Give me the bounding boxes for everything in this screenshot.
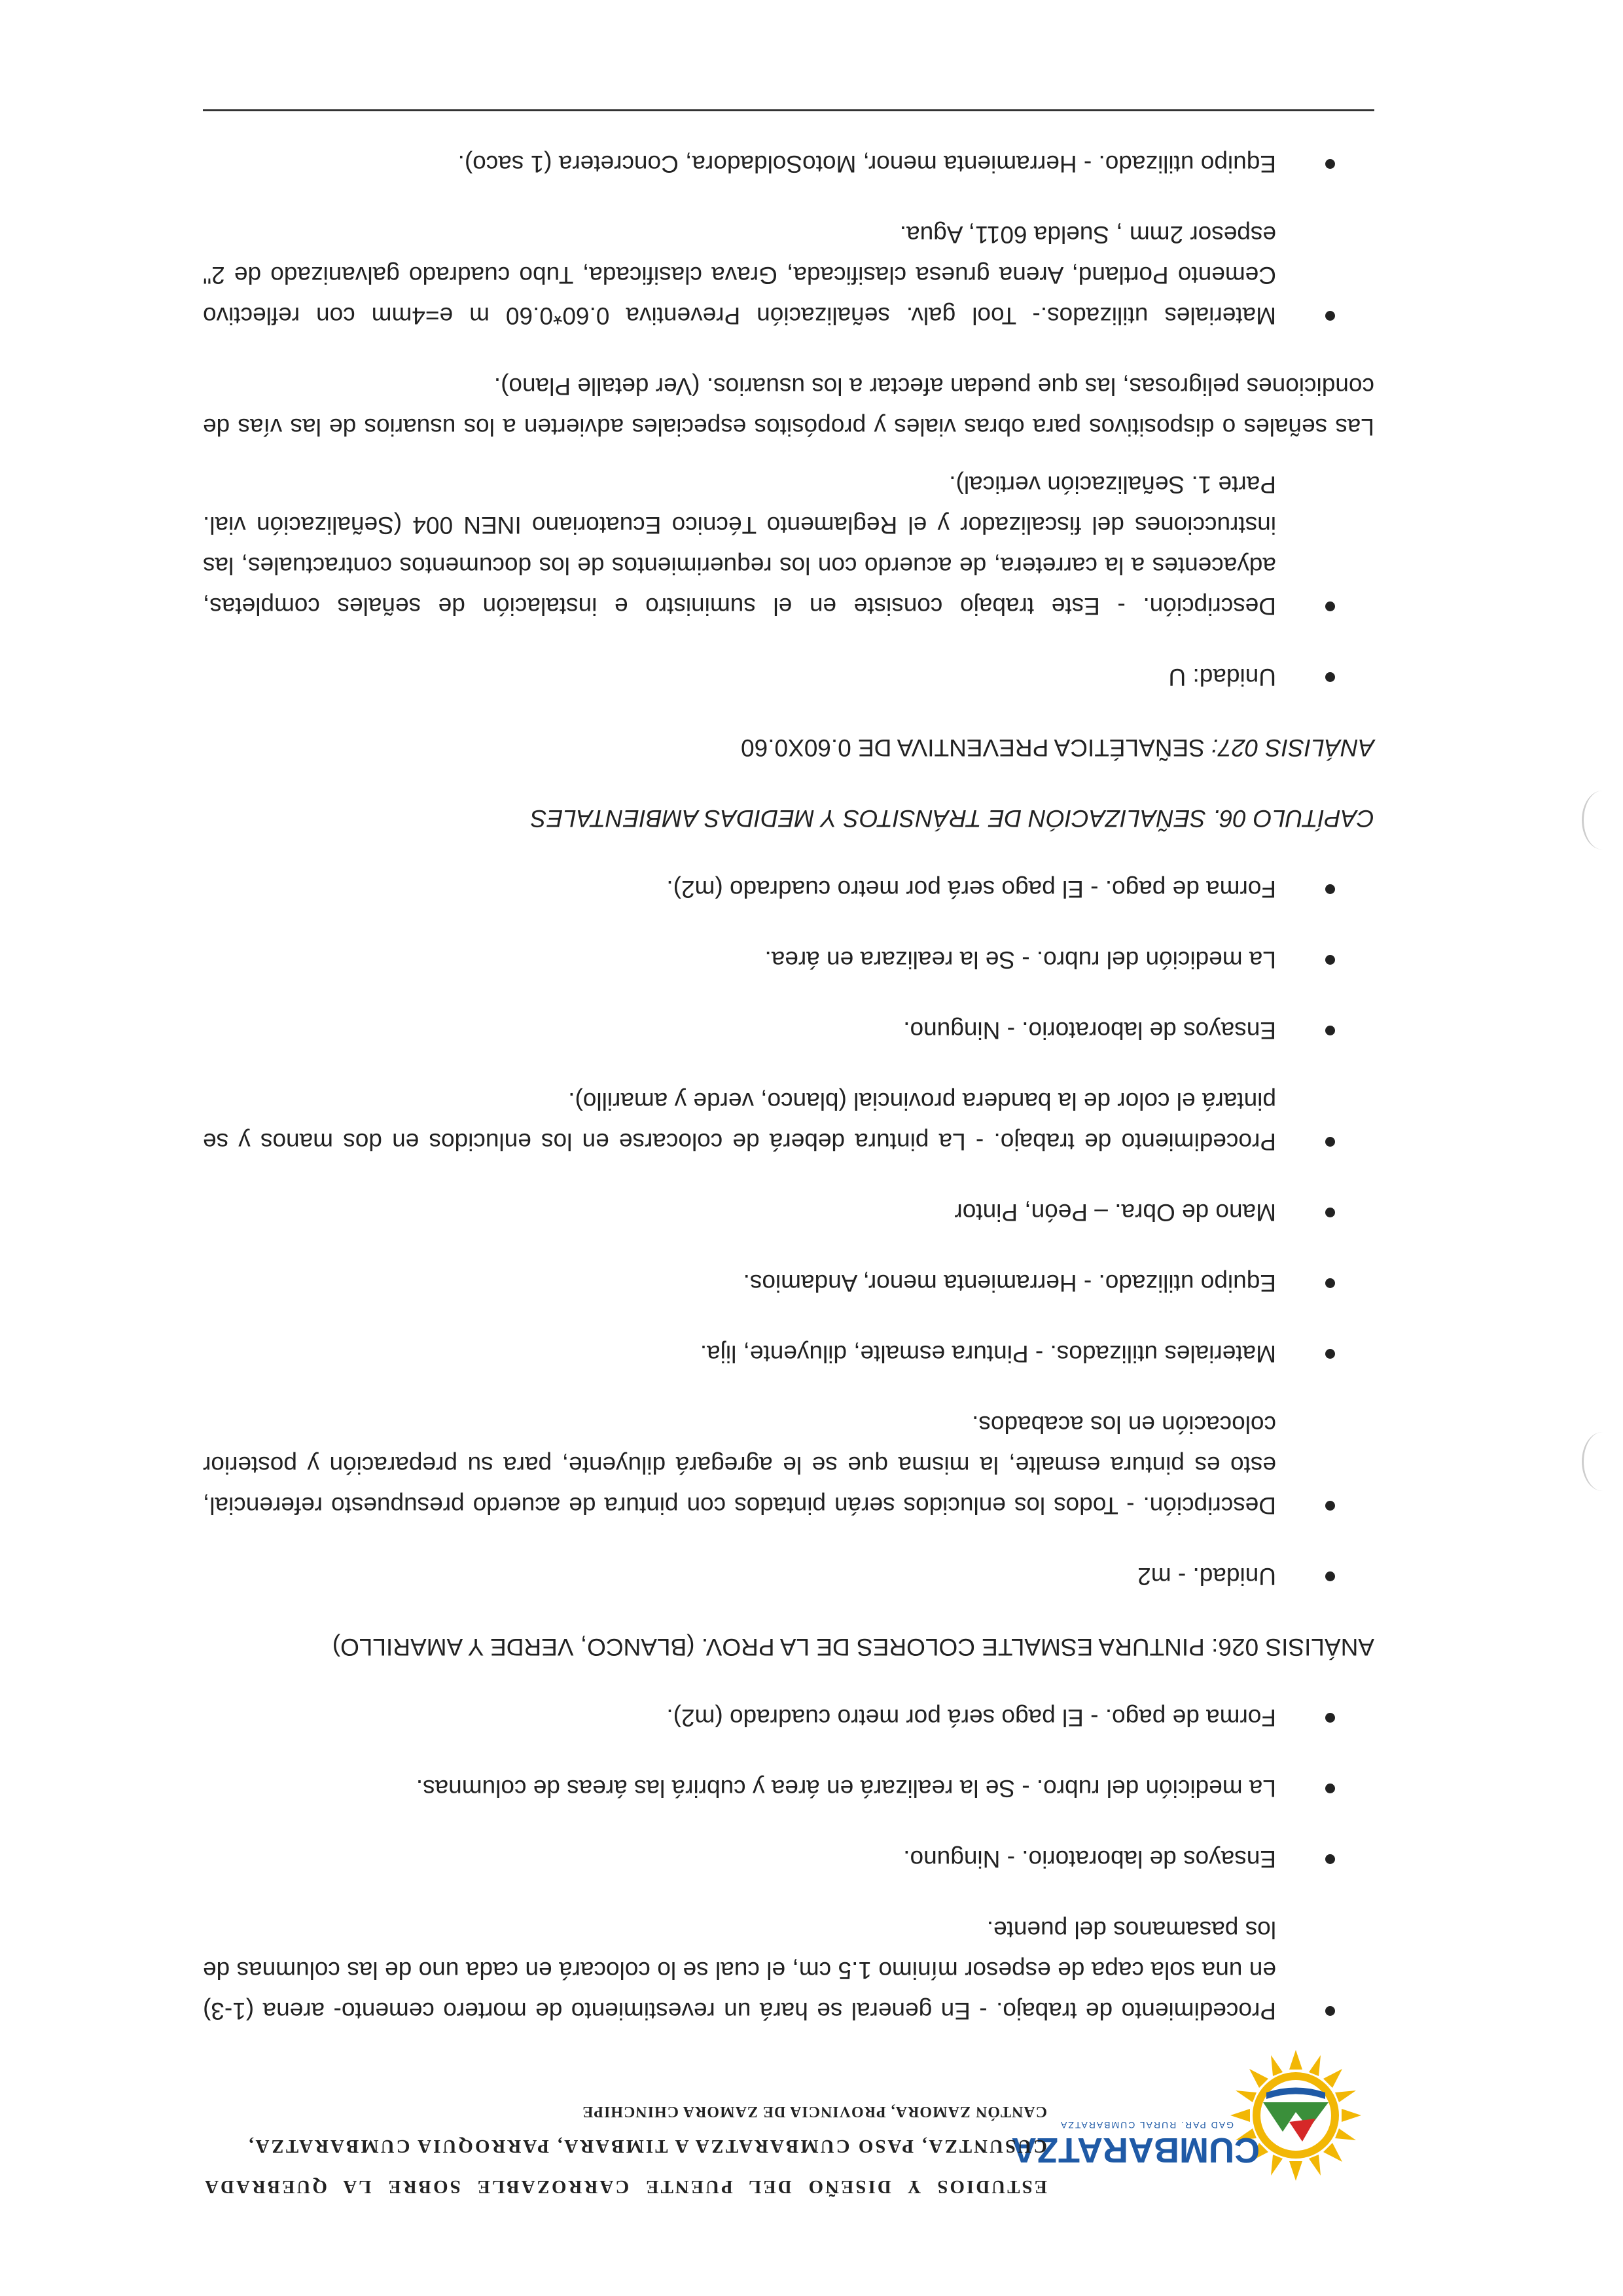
bullet-icon [1325,601,1335,611]
list-item [203,939,1374,980]
bullet-icon [1325,1026,1335,1035]
analysis-027-prefix: ANÁLISIS 027: [1211,734,1374,761]
logo-tagline: GAD PAR. RURAL CUMBARATZA [1060,2120,1234,2130]
punch-hole-bottom [1582,791,1623,850]
measurement-text: La medición del rubro. - Se la realizará en área y cubrirá las áreas de columnas. [416,1775,1276,1802]
bullet-icon [1325,1137,1335,1147]
equipment-text: Equipo utilizado. - Herramienta menor, Andamios. [743,1270,1276,1297]
list-item [203,1404,1374,1526]
materials-text: Materiales utilizados.- Tool galv. señalización Preventiva 0.60*0.60 m e=4mm con reflectivo Cemento Portland, Arena gruesa clasificada, Grava clasificada, Tubo cuadrado galvanizado de 2" espesor 2mm , Suelda 6011, Agua. [203,221,1276,329]
description-text: Descripción. - Todos los enlucidos serán pintados con pintura de acuerdo presupuesto referencial, esto es pintura esmalte, la misma que se le agregará diluyente, para su preparación y posterior colocación en los acabados. [203,1411,1276,1519]
unit-text: Unidad: U [1168,664,1276,691]
list-item [203,1192,1374,1232]
list-item [203,464,1374,626]
bullet-icon [1325,1208,1335,1217]
bullet-icon [1325,1571,1335,1581]
header-text-block [203,2097,1047,2207]
list-item [203,1909,1374,2031]
study-title-line-1: ESTUDIOS Y DISEÑO DEL PUENTE CARROZABLE SOBRE LA QUEBRADA [203,2176,1047,2197]
lab-tests-text: Ensayos de laboratorio. - Ninguno. [903,1017,1276,1044]
unit-text: Unidad. - m2 [1137,1563,1276,1590]
list-item [203,1556,1374,1596]
list-item [203,1333,1374,1374]
bullet-icon [1325,672,1335,682]
analysis-027-title [203,727,1374,768]
procedure-text: Procedimiento de trabajo. - En general se hará un revestimiento de mortero cemento- arena (1-3) en una sola capa de espesor mínimo 1.5 cm, el cual se lo colocará en cada uno de las columnas de los pasamanos del puente. [203,1916,1276,2024]
list-item [203,1081,1374,1162]
document-body [203,113,1374,2031]
labor-text: Mano de Obra. – Peón, Pintor [954,1199,1276,1226]
bullet-icon [1325,1784,1335,1793]
canton-line: CANTÓN ZAMORA, PROVINCIA DE ZAMORA CHINCHIPE [582,2103,1047,2120]
equipment-text: Equipo utilizado. - Herramienta menor, MotoSoldadora, Concretera (1 saco). [457,151,1276,177]
document-header [203,2050,1374,2214]
payment-text: Forma de pago. - El pago será por metro cuadrado (m2). [666,876,1276,903]
procedure-text: Procedimiento de trabajo. - La pintura deberá de colocarse en los enlucidos en dos manos y se pintará el color de la bandera provincial (blanco, verde y amarillo). [203,1088,1276,1155]
bullet-icon [1325,1501,1335,1511]
list-item [203,656,1374,697]
bullet-icon [1325,1349,1335,1359]
lab-tests-text: Ensayos de laboratorio. - Ninguno. [903,1846,1276,1873]
cumbaratza-logo [1011,2050,1374,2214]
bullet-icon [1325,955,1335,965]
chapter-06-title: CAPÍTULO 06. SEÑALIZACIÓN DE TRÁNSITOS Y MEDIDAS AMBIENTALES [530,805,1374,832]
description-text: Descripción. - Este trabajo consiste en el suministro e instalación de señales completas, adyacentes a la carretera, de acuerdo con los requerimientos de los documentos contractuales, las instrucciones del fiscalizador y el Reglamento Técnico Ecuatoriano INEN 004 (Señalización vial. Parte 1. Señalización vertical). [203,471,1276,620]
analysis-026-title: ANÁLISIS 026: PINTURA ESMALTE COLORES DE LA PROV. (BLANCO, VERDE Y AMARILLO) [332,1634,1374,1660]
list-item [203,1768,1374,1808]
bullet-icon [1325,2006,1335,2016]
list-item [203,869,1374,909]
bullet-icon [1325,1278,1335,1288]
list-item [203,1263,1374,1303]
bullet-icon [1325,1713,1335,1723]
payment-text: Forma de pago. - El pago será por metro cuadrado (m2). [666,1704,1276,1731]
list-item [203,1839,1374,1879]
punch-hole-top [1582,1432,1623,1491]
study-title-line-2: CUSUNTZA, PASO CUMBARATZA A TIMBARA, PARROQUIA CUMBARATZA, [247,2136,1047,2157]
footer-divider [203,109,1374,111]
signage-text: Las señales o dispositivos para obras viales y propósitos especiales advierten a los usuarios de las vías de condiciones peligrosas, las que puedan afectar a los usuarios. (Ver detalle Plano). [203,373,1374,440]
bullet-icon [1325,311,1335,321]
list-item [203,1010,1374,1050]
sun-emblem-icon [1011,2050,1374,2214]
list-item [203,1697,1374,1738]
measurement-text: La medición del rubro. - Se la realizara en área. [764,946,1276,973]
materials-text: Materiales utilizados. - Pintura esmalte, diluyente, lija. [700,1340,1276,1367]
logo-name: CUMBARATZA [1011,2130,1260,2170]
analysis-027-name: SEÑALÉTICA PREVENTIVA DE 0.60X0.60 [741,734,1212,761]
bullet-icon [1325,884,1335,894]
bullet-icon [1325,159,1335,169]
list-item [203,143,1374,184]
list-item [203,214,1374,336]
bullet-icon [1325,1854,1335,1864]
paragraph [203,366,1374,447]
